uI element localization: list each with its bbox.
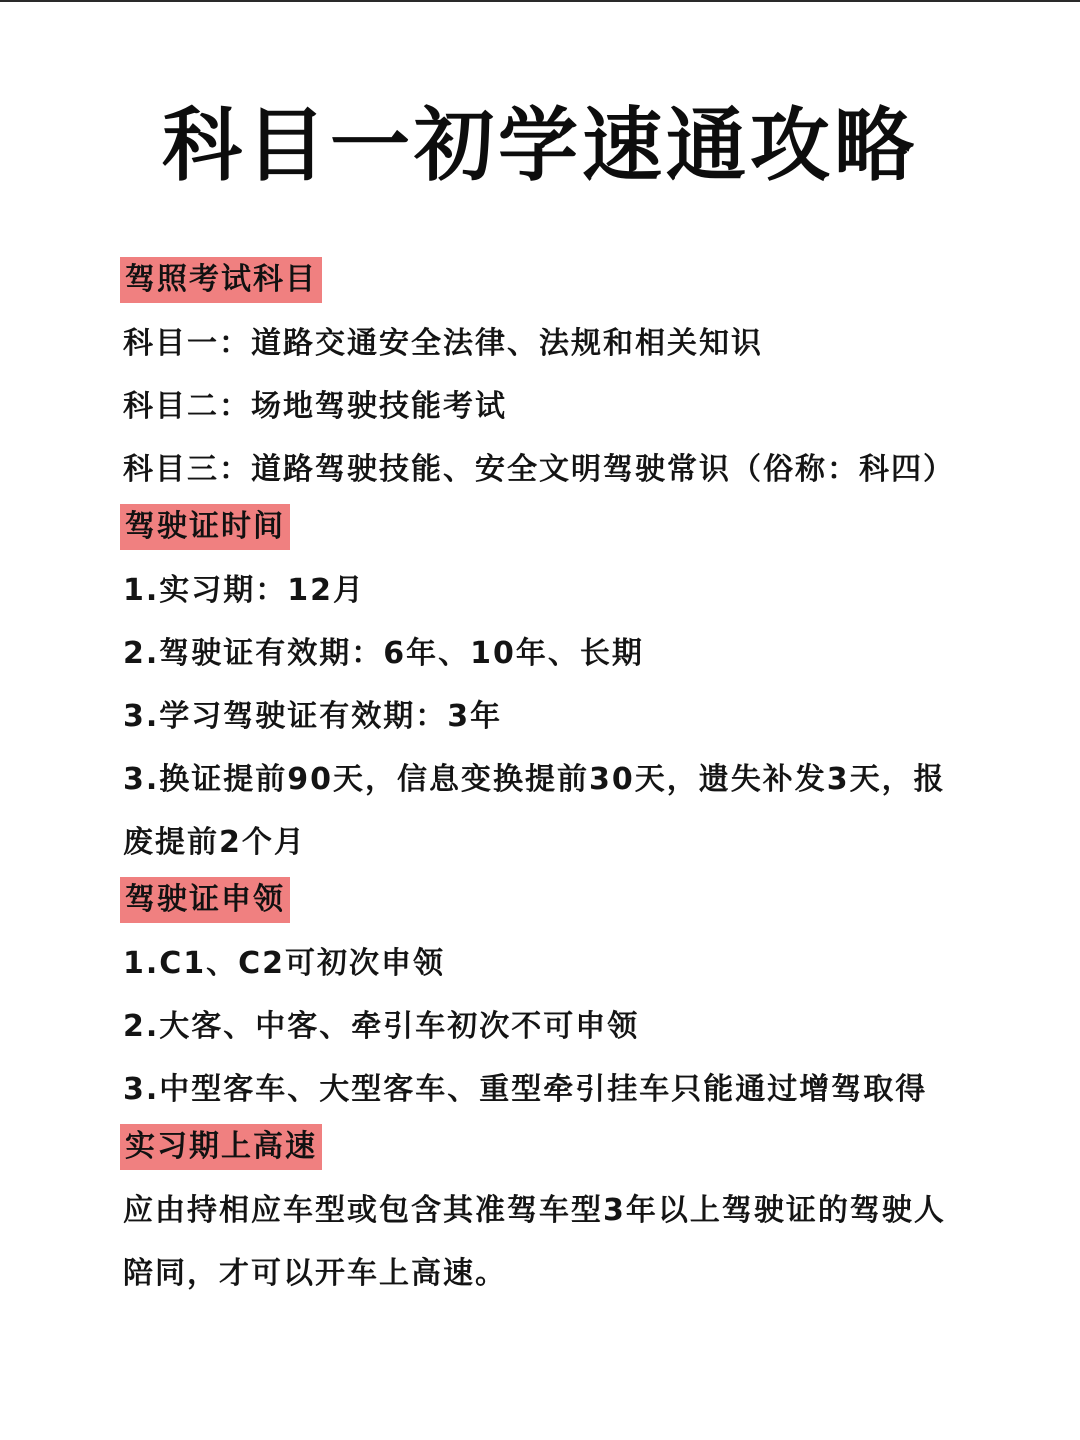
list-item: 3.中型客车、大型客车、重型牵引挂车只能通过增驾取得 [123,1072,928,1107]
section-header-license-time [120,501,980,559]
section-heading: 驾驶证申领 [120,877,290,923]
list-item: 科目一：道路交通安全法律、法规和相关知识 [123,326,763,361]
page-title: 科目一初学速通攻略 [162,99,918,192]
list-item: 科目二：场地驾驶技能考试 [123,389,507,424]
list-item: 2.驾驶证有效期：6年、10年、长期 [123,636,644,671]
list-item: 2.大客、中客、牵引车初次不可申领 [123,1009,640,1044]
section-heading: 实习期上高速 [120,1124,322,1170]
section-header-license-application [120,874,980,932]
list-item: 1.C1、C2可初次申领 [123,946,446,981]
paragraph: 应由持相应车型或包含其准驾车型3年以上驾驶证的驾驶人陪同，才可以开车上高速。 [123,1193,946,1291]
list-item: 3.换证提前90天，信息变换提前30天，遗失补发3天，报废提前2个月 [123,762,946,860]
section-header-highway [120,1121,980,1179]
list-item: 1.实习期：12月 [123,573,366,608]
section-header-exam-subjects [120,254,980,312]
list-item: 3.学习驾驶证有效期：3年 [123,699,503,734]
section-heading: 驾照考试科目 [120,257,322,303]
section-heading: 驾驶证时间 [120,504,290,550]
list-item: 科目三：道路驾驶技能、安全文明驾驶常识（俗称：科四） [123,452,955,487]
content-body [120,254,980,1305]
